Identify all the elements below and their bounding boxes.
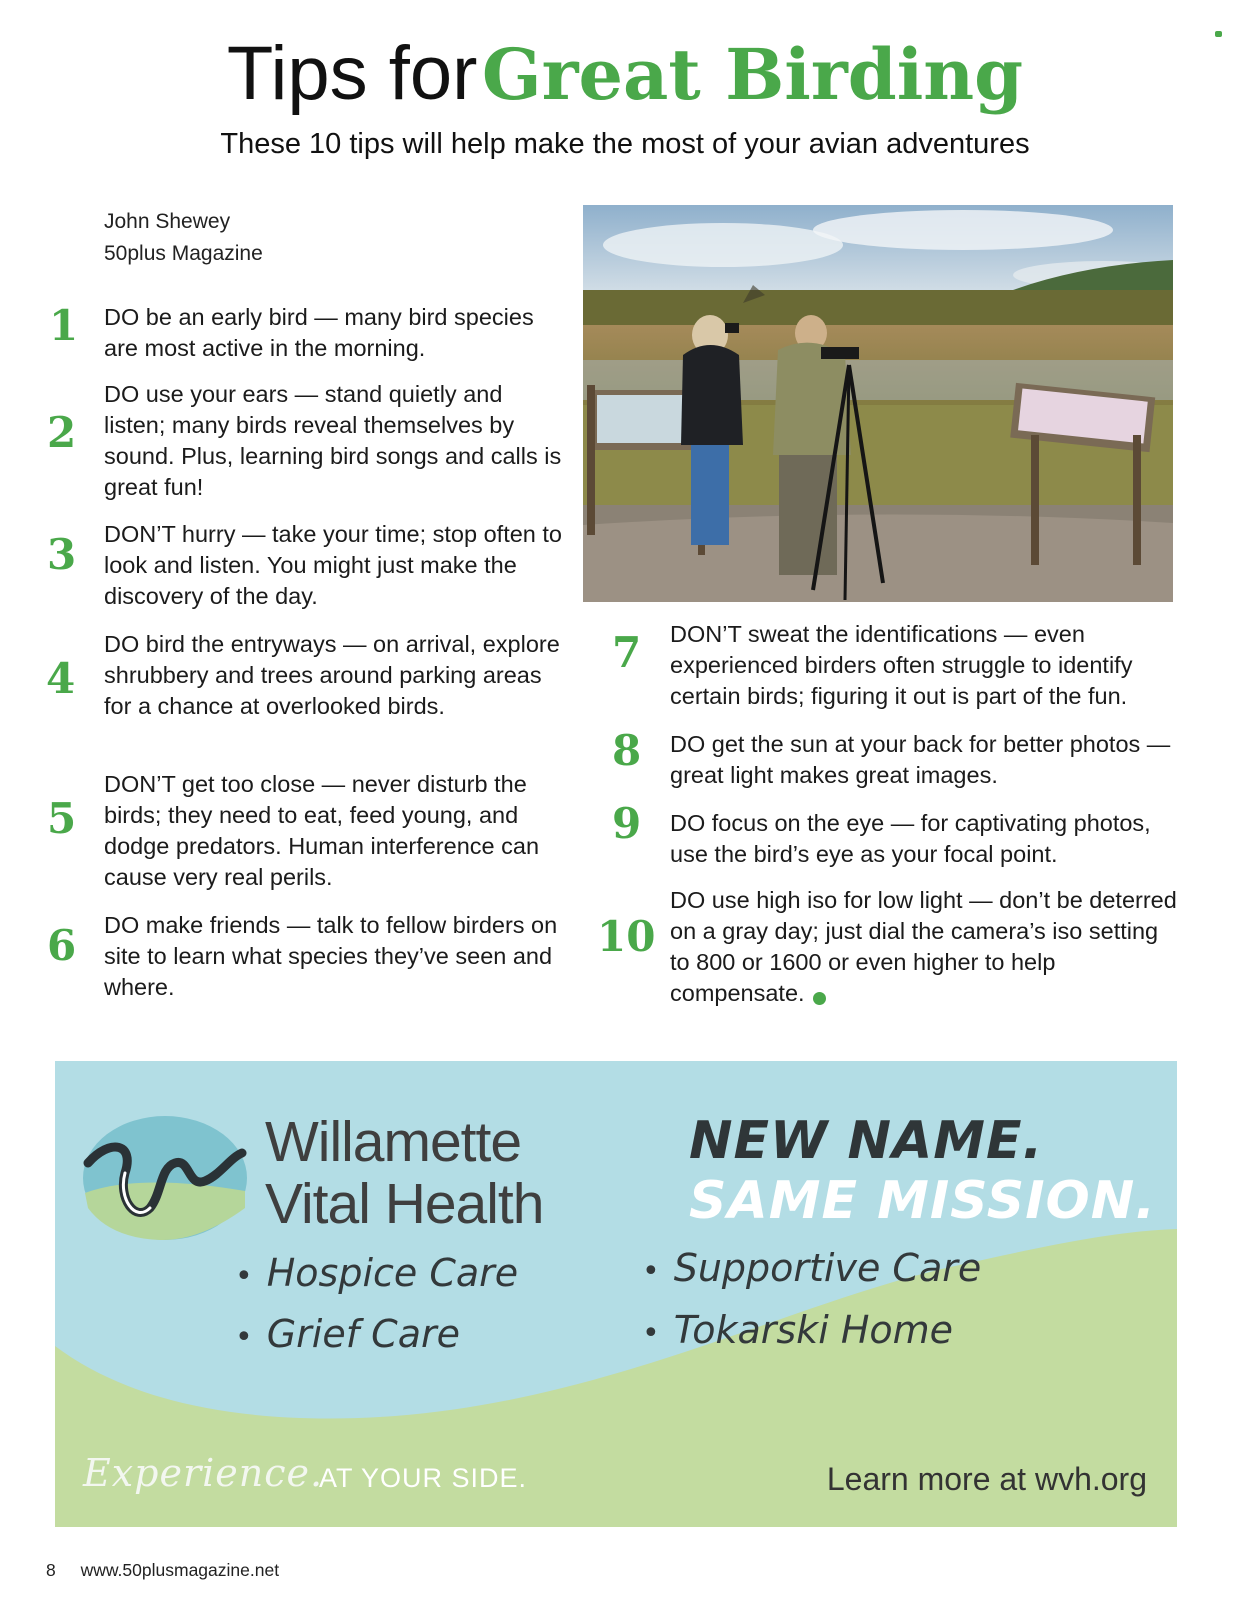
tip-number: 4 — [46, 654, 76, 703]
website-url[interactable]: www.50plusmagazine.net — [80, 1560, 280, 1580]
tip-number: 8 — [612, 726, 642, 775]
tip-text: DO be an early bird — many bird species are most active in the morning. — [104, 304, 534, 361]
bullet: • — [235, 1320, 253, 1355]
service-tokarski-home — [642, 1308, 953, 1352]
service-label: Grief Care — [266, 1312, 460, 1356]
tip-number: 6 — [47, 921, 77, 970]
tip-number: 3 — [47, 530, 77, 579]
title-plain: Tips for — [226, 31, 478, 116]
service-label: Hospice Care — [266, 1251, 519, 1295]
tip-text: DO get the sun at your back for better photos — great light makes great images. — [670, 731, 1171, 788]
service-grief-care — [235, 1312, 460, 1356]
service-supportive-care — [642, 1246, 981, 1290]
brand-line-2: Vital Health — [265, 1172, 544, 1236]
tip-6 — [47, 910, 564, 1003]
tip-number: 5 — [47, 794, 77, 843]
tip-text: DON’T hurry — take your time; stop often to look and listen. You might just make the discovery of the day. — [104, 521, 562, 609]
ad-headline-1: NEW NAME. — [689, 1111, 1044, 1171]
page-number: 8 — [46, 1560, 56, 1580]
brand-name — [265, 1111, 543, 1235]
tip-3 — [47, 519, 564, 612]
article-title — [0, 30, 1250, 117]
tip-4 — [46, 629, 564, 722]
ad-headline-2: SAME MISSION. — [689, 1171, 1157, 1231]
learn-more-link[interactable]: Learn more at wvh.org — [826, 1461, 1147, 1497]
service-hospice-care — [235, 1251, 518, 1295]
tip-text: DO use your ears — stand quietly and listen; many birds reveal themselves by sound. Plus, learning bird songs and calls is great fun! — [104, 381, 562, 500]
advertisement — [55, 1061, 1177, 1527]
tip-text: DON’T get too close — never disturb the birds; they need to eat, feed young, and dodge predators. Human interference can cause very real perils. — [104, 771, 540, 890]
bullet: • — [642, 1254, 660, 1289]
corner-mark — [1215, 31, 1222, 37]
tip-8 — [612, 726, 1180, 791]
brand-line-1: Willamette — [265, 1110, 522, 1174]
wvh-logo — [80, 1113, 250, 1243]
tip-7 — [612, 619, 1180, 712]
tip-text: DO focus on the eye — for captivating photos, use the bird’s eye as your focal point. — [670, 810, 1151, 867]
tip-text: DO make friends — talk to fellow birders on site to learn what species they’ve seen and where. — [104, 912, 558, 1000]
tagline-script: Experience. — [83, 1451, 324, 1495]
page-footer — [46, 1560, 279, 1581]
tip-2 — [47, 379, 564, 503]
bullet: • — [642, 1316, 660, 1351]
tip-number: 2 — [47, 408, 77, 457]
tip-number: 7 — [612, 628, 642, 677]
tip-5 — [47, 769, 564, 893]
tip-number: 10 — [597, 912, 656, 961]
tip-text: DON’T sweat the identifications — even experienced birders often struggle to identify certain birds; figuring it out is part of the fun. — [670, 621, 1133, 709]
title-highlight: Great Birding — [481, 33, 1024, 116]
article-subtitle: These 10 tips will help make the most of your avian adventures — [220, 128, 1030, 160]
tip-number: 1 — [49, 301, 79, 350]
end-mark — [813, 992, 826, 1005]
birders-photo — [583, 205, 1173, 602]
service-label: Supportive Care — [673, 1246, 982, 1290]
bullet: • — [235, 1259, 253, 1294]
tip-9 — [612, 799, 1180, 870]
tip-number: 9 — [612, 799, 642, 848]
publication-name: 50plus Magazine — [104, 242, 263, 265]
tip-text: DO bird the entryways — on arrival, explore shrubbery and trees around parking areas for a chance at overlooked birds. — [104, 631, 560, 719]
service-label: Tokarski Home — [673, 1308, 954, 1352]
author-name: John Shewey — [104, 210, 231, 233]
tagline: AT YOUR SIDE. — [319, 1463, 528, 1493]
byline — [104, 206, 263, 270]
tip-10 — [597, 885, 1180, 1009]
tip-text: DO use high iso for low light — don’t be deterred on a gray day; just dial the camera’s iso setting to 800 or 1600 or even higher to help compensate. — [670, 887, 1177, 1006]
tip-1 — [49, 301, 564, 364]
